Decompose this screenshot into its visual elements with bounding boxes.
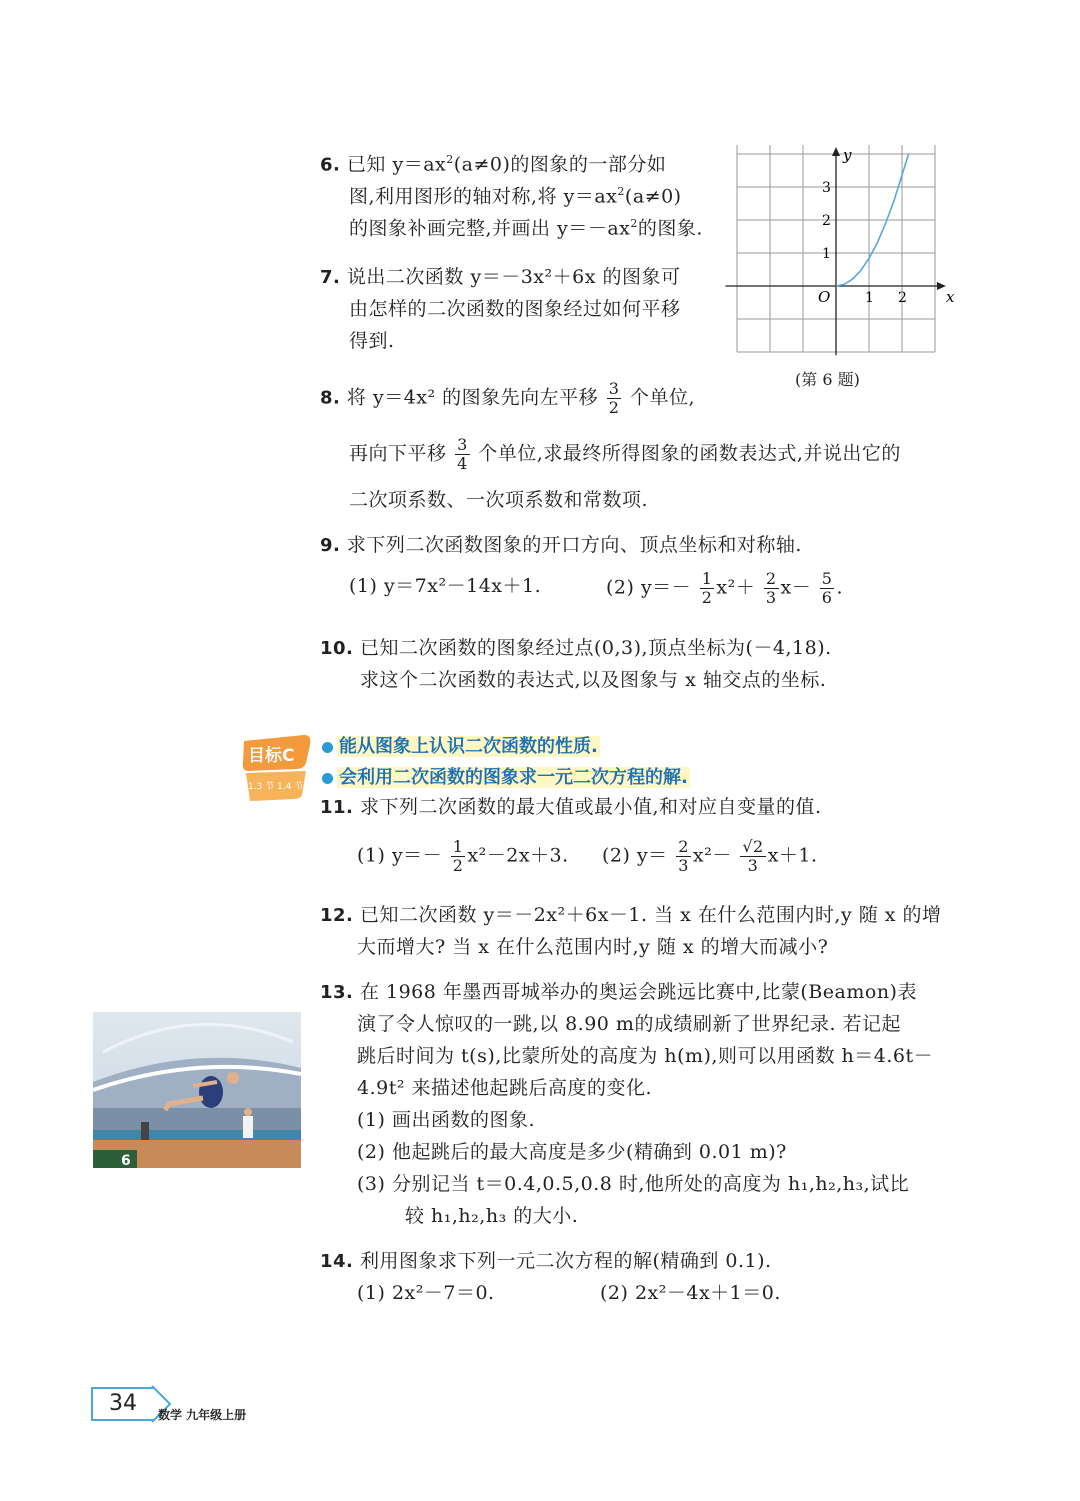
goal-badge-label: 目标C [248, 746, 295, 766]
x-axis-label: x [945, 288, 955, 306]
y-tick-label: 2 [822, 213, 831, 229]
fraction: $\frac{1}{2}$ [452, 837, 464, 875]
fraction: $\frac{3}{4}$ [457, 435, 468, 473]
q7-line3: 得到. [349, 330, 395, 352]
q8-line2: 再向下平移 $\frac{3}{4}$ 个单位,求最终所得图象的函数表达式,并说出它的 [349, 435, 901, 473]
q6-line3: 的图象补画完整,并画出 $y=-ax^2$的图象. [349, 217, 703, 240]
q13-sub2: (2) 他起跳后的最大高度是多少(精确到 0.01 m)? [357, 1141, 787, 1163]
fraction: $\frac{2}{3}$ [678, 837, 689, 875]
q14-part2: (2) 2x²－4x＋1＝0. [600, 1282, 781, 1304]
q6-line2: 图,利用图形的轴对称,将 $y=ax^2(a\ne 0)$ [349, 185, 682, 208]
q13-line3: 跳后时间为 t(s),比蒙所处的高度为 h(m),则可以用函数 h＝4.6t－ [357, 1045, 934, 1067]
q13-line2: 演了令人惊叹的一跳,以 8.90 m的成绩刷新了世界纪录. 若记起 [357, 1013, 902, 1035]
q14-part1: (1) 2x²－7＝0. [357, 1282, 495, 1304]
fraction: $\frac{2}{3}$ [765, 569, 777, 607]
goal-badge [240, 733, 314, 803]
q11-part2: (2) y＝ $\frac{2}{3}$ x²－ $\frac{√2}{3}$ x＋1. [602, 837, 818, 875]
q7-line1: 7. 说出二次函数 y＝－3x²＋6x 的图象可 [320, 266, 681, 288]
q6-graph [722, 145, 958, 360]
origin-label: O [818, 288, 831, 306]
goal-item-1: 能从图象上认识二次函数的性质. [322, 732, 600, 758]
bullet-icon [322, 742, 333, 753]
q12-line2: 大而增大? 当 x 在什么范围内时,y 随 x 的增大而减小? [357, 936, 829, 958]
fraction: $\frac{1}{2}$ [701, 569, 713, 607]
photo-bib-number: 6 [121, 1153, 131, 1168]
q11-part1: (1) y＝－ $\frac{1}{2}$ x²－2x＋3. [357, 837, 569, 875]
q6-line1: 6. 已知 $y=ax^2(a\ne 0)$的图象的一部分如 [320, 153, 667, 176]
x-tick-label: 1 [865, 290, 874, 306]
x-axis-arrow-icon [937, 282, 946, 290]
goal-badge-sections: 1.3 节 1.4 节 [248, 782, 304, 792]
q13-line4: 4.9t² 来描述他起跳后高度的变化. [357, 1077, 653, 1099]
y-axis-label: y [843, 146, 852, 164]
q10-line1: 10. 已知二次函数的图象经过点(0,3),顶点坐标为(－4,18). [320, 637, 832, 659]
graph-axes [725, 147, 946, 355]
q8-line1: 8. 将 y＝4x² 的图象先向左平移 $\frac{3}{2}$ 个单位, [320, 379, 695, 417]
q13-sub3a: (3) 分别记当 t＝0.4,0.5,0.8 时,他所处的高度为 h₁,h₂,h₃,试比 [357, 1173, 910, 1195]
x-tick-label: 2 [898, 290, 907, 306]
footer-book-title: 数学 九年级上册 [158, 1408, 247, 1422]
q7-line2: 由怎样的二次函数的图象经过如何平移 [349, 298, 681, 320]
graph-caption: (第 6 题) [795, 370, 860, 389]
q12-line1: 12. 已知二次函数 y＝－2x²＋6x－1. 当 x 在什么范围内时,y 随 x 的增 [320, 904, 942, 926]
bullet-icon [322, 773, 333, 784]
fraction: $\frac{√2}{3}$ [742, 837, 764, 875]
q11-line1: 11. 求下列二次函数的最大值或最小值,和对应自变量的值. [320, 796, 822, 818]
q9-part1: (1) y＝7x²－14x＋1. [349, 575, 542, 597]
q9-line1: 9. 求下列二次函数图象的开口方向、顶点坐标和对称轴. [320, 534, 802, 556]
q13-sub3b: 较 h₁,h₂,h₃ 的大小. [405, 1205, 579, 1227]
long-jump-photo [93, 1012, 301, 1168]
q10-line2: 求这个二次函数的表达式,以及图象与 x 轴交点的坐标. [360, 669, 827, 691]
fraction: $\frac{3}{2}$ [608, 379, 620, 417]
q13-sub1: (1) 画出函数的图象. [357, 1109, 535, 1131]
q8-line3: 二次项系数、一次项系数和常数项. [349, 489, 649, 511]
q9-part2: (2) y＝－ $\frac{1}{2}$ x²＋ $\frac{2}{3}$ x－ $\frac{5}{6}$ . [606, 569, 843, 607]
fraction: $\frac{5}{6}$ [821, 569, 833, 607]
page-number: 34 [91, 1387, 153, 1421]
q14-line1: 14. 利用图象求下列一元二次方程的解(精确到 0.1). [320, 1250, 772, 1272]
q13-line1: 13. 在 1968 年墨西哥城举办的奥运会跳远比赛中,比蒙(Beamon)表 [320, 981, 917, 1003]
y-tick-label: 3 [822, 180, 831, 196]
y-tick-label: 1 [822, 246, 831, 262]
y-axis-arrow-icon [832, 147, 840, 156]
goal-item-2: 会利用二次函数的图象求一元二次方程的解. [322, 763, 690, 789]
